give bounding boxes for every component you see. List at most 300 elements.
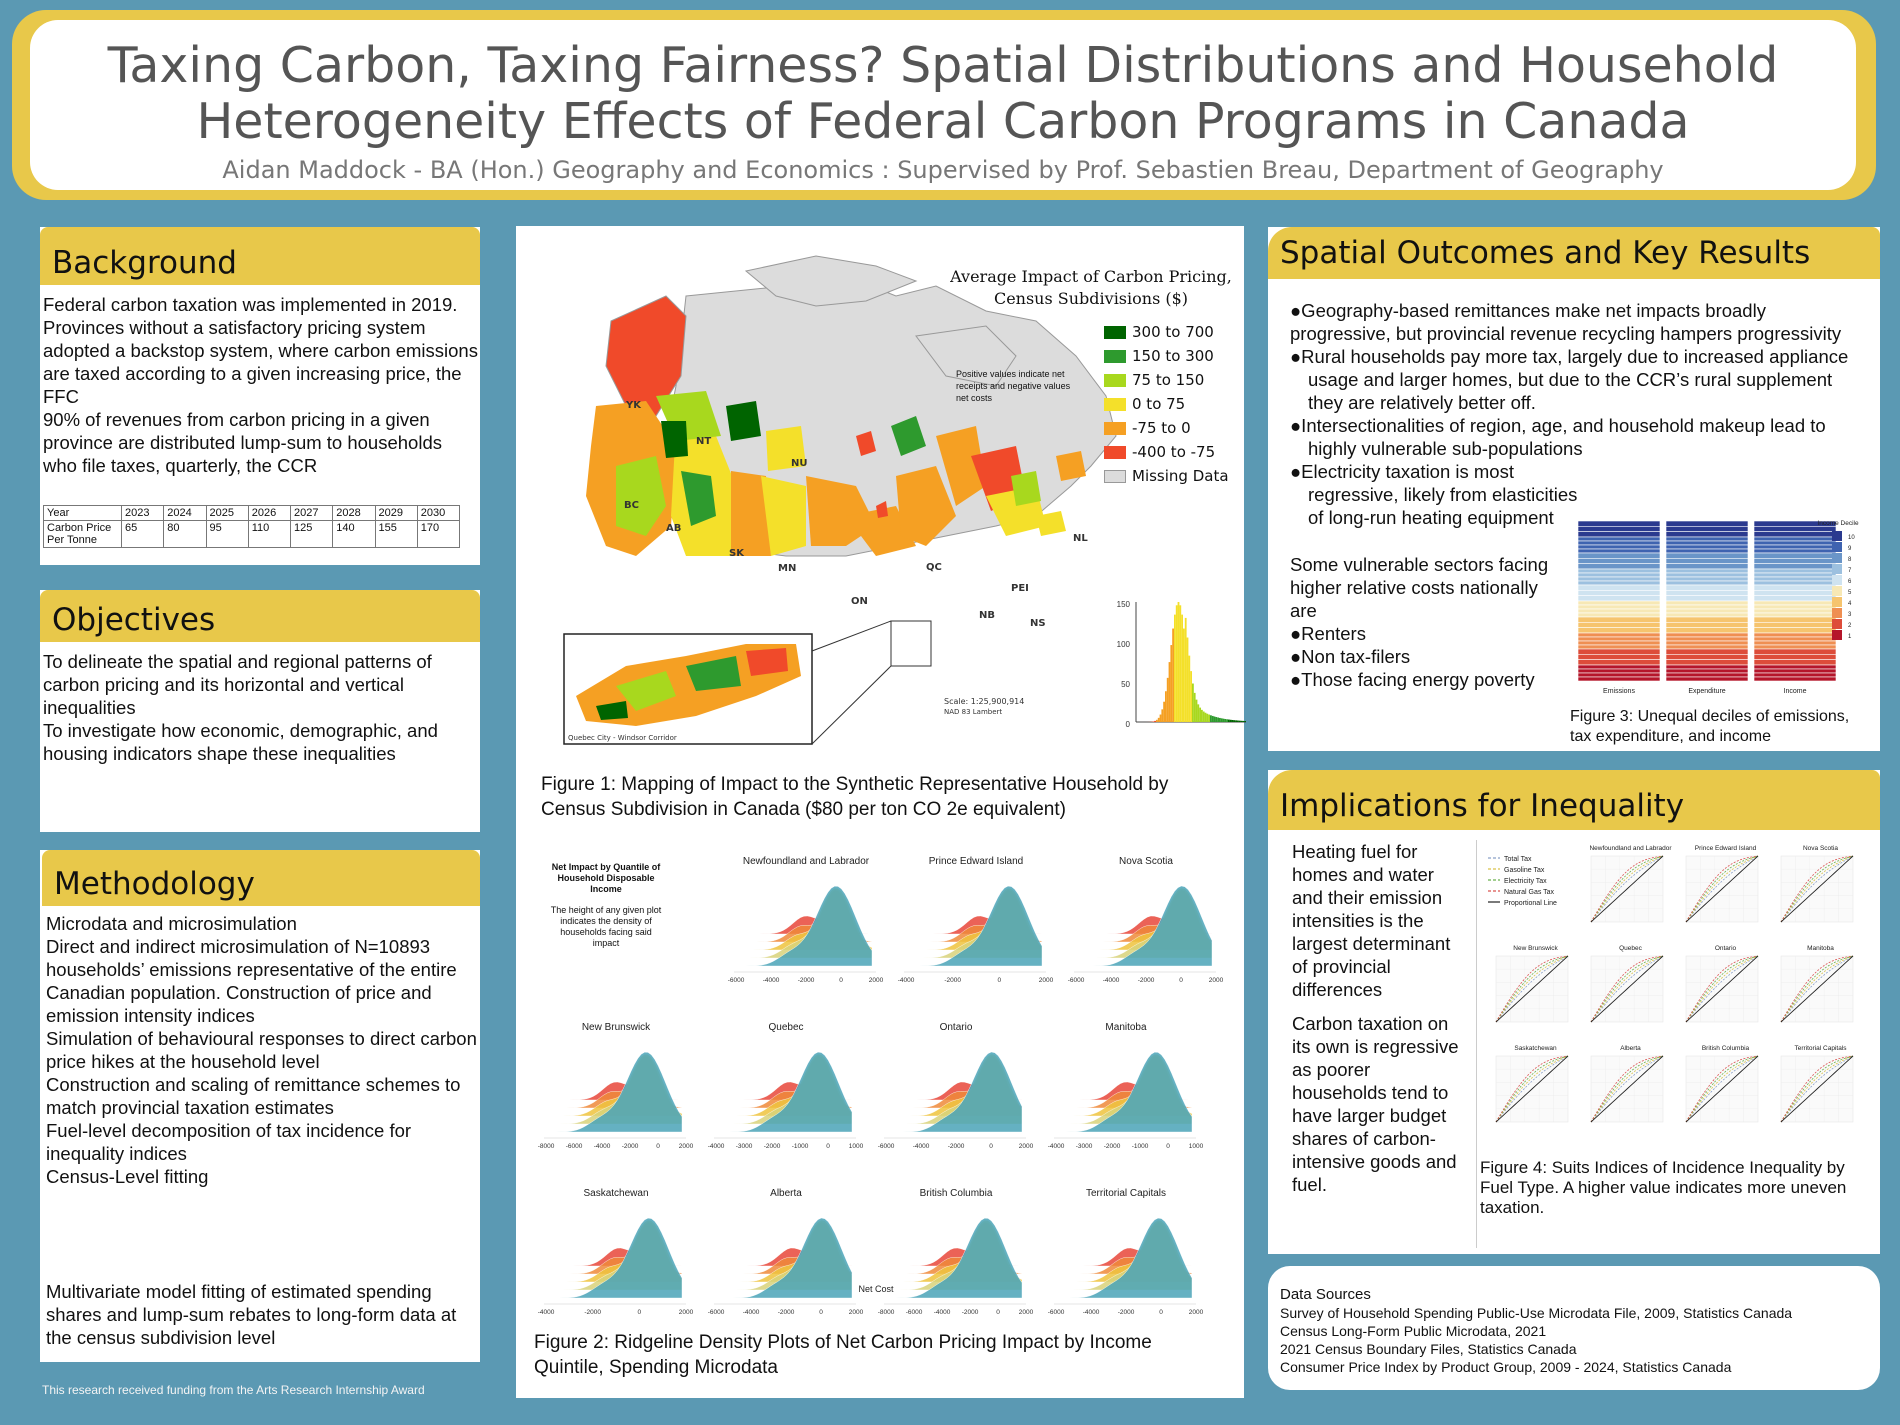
spatial-bullet-2: ●Rural households pay more tax, largely due to increased appliance usage and larger homes, but due to the CCR’s rural supplement they are relatively better off.: [1290, 346, 1849, 413]
methodology-item-1: Direct and indirect microsimulation of N=10893 households’ emissions representative of the entire Canadian population. Construction of price and emission intensity indices: [46, 936, 457, 1026]
region-label: PEI: [1011, 583, 1029, 594]
decile-cell: [1578, 564, 1660, 569]
ridgeline-tick: -2000: [797, 977, 815, 984]
decile-cell: [1754, 617, 1836, 622]
methodology-item-2: Simulation of behavioural responses to direct carbon price hikes at the household level: [46, 1028, 477, 1072]
objectives-p2: To investigate how economic, demographic, and housing indicators shape these inequalities: [43, 720, 438, 764]
decile-cell: [1666, 590, 1748, 595]
suits-panel: [1686, 1045, 1758, 1122]
table-row: [44, 521, 460, 548]
ridgeline-tick: -1000: [1131, 1143, 1149, 1150]
decile-cell: [1666, 549, 1748, 553]
hist-bar: [1190, 671, 1192, 722]
decile-cell: [1666, 622, 1748, 627]
legend-swatch: [1104, 470, 1126, 483]
ridgeline-tick: 0: [996, 1309, 1000, 1316]
decile-cell: [1754, 622, 1836, 627]
decile-cell: [1666, 526, 1748, 531]
table-cell: 2027: [291, 506, 333, 521]
hist-bar: [1181, 615, 1183, 722]
suits-panel-title: Alberta: [1620, 1045, 1641, 1052]
figure4-caption: Figure 4: Suits Indices of Incidence Inequality by Fuel Type. A higher value indicates more uneven taxation.: [1480, 1158, 1847, 1217]
suits-panel: [1781, 1045, 1853, 1122]
poster-authors: Aidan Maddock - BA (Hon.) Geography and Economics : Supervised by Prof. Sebastien Breau, Department of Geography: [222, 156, 1664, 184]
suits-panel: [1686, 945, 1758, 1022]
hist-bar: [1203, 711, 1205, 722]
decile-cell: [1666, 677, 1748, 681]
hist-bar: [1158, 718, 1160, 722]
ridgeline-panel-title: New Brunswick: [581, 1022, 651, 1033]
suits-chart-divider: [1476, 840, 1477, 1248]
map-legend-item: [1104, 443, 1229, 461]
table-label-year: Year: [44, 506, 122, 521]
hist-bar: [1194, 693, 1196, 722]
suits-legend-label: Total Tax: [1504, 856, 1532, 863]
region-label: MN: [778, 563, 797, 574]
ridgeline-tick: 0: [637, 1309, 642, 1316]
decile-column: [1578, 521, 1660, 695]
decile-cell: [1578, 677, 1660, 681]
suits-panel-title: Prince Edward Island: [1694, 845, 1757, 852]
table-cell: 2030: [417, 506, 459, 521]
suits-panel-title: Manitoba: [1807, 945, 1834, 952]
ridgeline-tick: -2000: [944, 977, 961, 984]
decile-legend-swatch: [1832, 542, 1842, 552]
decile-cell: [1578, 605, 1660, 609]
methodology-sub2: Census-Level fitting: [46, 1166, 209, 1187]
data-sources-panel: [1268, 1266, 1880, 1390]
decile-cell: [1578, 541, 1660, 545]
decile-legend-label: 9: [1848, 546, 1852, 552]
methodology-sub: Microdata and microsimulation: [46, 913, 297, 934]
map-legend-item: [1104, 419, 1229, 437]
poster-title: Taxing Carbon, Taxing Fairness? Spatial Distributions and Household Heterogeneity Effects of Federal Carbon Programs in Canada: [107, 37, 1779, 150]
decile-cell: [1578, 622, 1660, 627]
ridgeline-xlabel: Net Cost: [858, 1284, 894, 1294]
table-cell: 2029: [375, 506, 417, 521]
hist-bar: [1197, 704, 1199, 722]
decile-legend-label: 8: [1848, 557, 1852, 563]
map-scale: Scale: 1:25,900,914: [944, 697, 1025, 706]
figure3-caption: Figure 3: Unequal deciles of emissions, tax expenditure, and income: [1570, 708, 1850, 745]
hist-bar: [1235, 720, 1237, 722]
hist-bar: [1169, 662, 1171, 722]
table-cell: 2026: [248, 506, 290, 521]
data-source-item: 2021 Census Boundary Files, Statistics Canada: [1280, 1341, 1577, 1357]
decile-cell: [1578, 654, 1660, 659]
spatial-bullets: [1290, 299, 1870, 529]
decile-column-label: Emissions: [1603, 688, 1635, 695]
ridgeline-tick: 0: [819, 1309, 823, 1316]
decile-cell: [1754, 549, 1836, 553]
hist-bar: [1224, 719, 1226, 722]
table-cell: 140: [333, 521, 375, 548]
decile-cell: [1578, 590, 1660, 595]
decile-legend-label: 10: [1848, 535, 1855, 541]
hist-bar: [1215, 717, 1217, 722]
decile-cell: [1754, 596, 1836, 601]
suits-panel: [1589, 845, 1672, 922]
map-legend-item: [1104, 347, 1229, 365]
ridgeline-tick: -6000: [1067, 977, 1085, 984]
decile-legend-swatch: [1832, 586, 1842, 596]
decile-cell: [1666, 521, 1748, 526]
map-inset: [564, 621, 931, 744]
map-legend-item: [1104, 323, 1229, 341]
suits-panel: [1591, 945, 1663, 1022]
ridgeline-panel: [538, 1188, 694, 1316]
decile-cell: [1754, 532, 1836, 537]
suits-legend-label: Natural Gas Tax: [1504, 889, 1555, 896]
hist-bar: [1230, 720, 1232, 722]
hist-bar: [1244, 721, 1246, 722]
suits-panel-title: Saskatchewan: [1514, 1045, 1557, 1052]
data-sources-heading: Data Sources: [1280, 1286, 1371, 1303]
region-label: NU: [791, 458, 808, 469]
decile-legend-label: 6: [1848, 579, 1852, 585]
decile-legend-label: 2: [1848, 623, 1852, 629]
hist-bar: [1176, 605, 1178, 722]
decile-cell: [1754, 645, 1836, 649]
suits-panel-title: Ontario: [1714, 945, 1737, 952]
hist-bar: [1239, 721, 1241, 722]
decile-cell: [1578, 521, 1660, 526]
decile-cell: [1578, 613, 1660, 617]
ridgeline-tick: 0: [1166, 1143, 1170, 1150]
table-cell: 155: [375, 521, 417, 548]
objectives-heading: Objectives: [40, 590, 480, 642]
hist-bar: [1241, 721, 1243, 722]
hist-tick: 0: [1125, 720, 1130, 729]
decile-cell: [1754, 569, 1836, 573]
table-cell: 80: [164, 521, 206, 548]
table-cell: 110: [248, 521, 290, 548]
implications-heading: Implications for Inequality: [1268, 770, 1880, 830]
hist-bar: [1212, 716, 1214, 722]
hist-bar: [1187, 638, 1189, 722]
spatial-bullet-1: ●Geography-based remittances make net impacts broadly progressive, but provincial revenue recycling hampers progressivity: [1290, 300, 1842, 344]
background-p1: Federal carbon taxation was implemented in 2019. Provinces without a satisfactory pricing system adopted a backstop system, where carbon emissions are taxed according to a given increasing price, the FFC: [43, 294, 478, 407]
decile-legend-title: Income Decile: [1817, 520, 1859, 527]
decile-cell: [1578, 633, 1660, 637]
background-text: [43, 293, 479, 477]
decile-cell: [1666, 553, 1748, 558]
decile-cell: [1578, 596, 1660, 601]
decile-cell: [1754, 601, 1836, 605]
decile-legend-swatch: [1832, 619, 1842, 629]
legend-label: Missing Data: [1132, 467, 1229, 485]
ridgeline-tick: -2000: [1103, 1143, 1121, 1150]
methodology-item-4: Fuel-level decomposition of tax incidence for inequality indices: [46, 1120, 412, 1164]
ridgeline-tick: 2000: [868, 977, 884, 984]
hist-bar: [1206, 714, 1208, 722]
ridgeline-tick: -2000: [961, 1309, 979, 1316]
suits-panel: [1686, 845, 1758, 922]
suits-panel-title: Territorial Capitals: [1794, 1045, 1847, 1052]
decile-legend-swatch: [1832, 575, 1842, 585]
region-label: YK: [626, 400, 641, 411]
decile-cell: [1666, 585, 1748, 590]
decile-cell: [1578, 537, 1660, 541]
ridgeline-panel: [878, 1022, 1034, 1150]
decile-cell: [1578, 609, 1660, 613]
decile-cell: [1666, 628, 1748, 633]
ridgeline-tick: 2000: [1018, 1143, 1034, 1150]
decile-cell: [1754, 628, 1836, 633]
data-source-item: Survey of Household Spending Public-Use Microdata File, 2009, Statistics Canada: [1280, 1305, 1793, 1321]
table-row: [44, 506, 460, 521]
legend-label: 300 to 700: [1132, 323, 1214, 341]
methodology-item-3: Construction and scaling of remittance schemes to match provincial taxation estimates: [46, 1074, 461, 1118]
ridgeline-tick: 0: [1179, 977, 1183, 984]
decile-cell: [1578, 569, 1660, 573]
decile-cell: [1754, 633, 1836, 637]
legend-label: -75 to 0: [1132, 419, 1191, 437]
suits-panel: [1781, 945, 1853, 1022]
ridgeline-tick: -6000: [565, 1143, 583, 1150]
ridgeline-tick: -4000: [742, 1309, 760, 1316]
hist-bar: [1174, 615, 1176, 722]
decile-cell: [1666, 581, 1748, 585]
decile-cell: [1578, 585, 1660, 590]
region-label: AB: [666, 523, 682, 534]
decile-cell: [1754, 665, 1836, 669]
decile-cell: [1666, 573, 1748, 577]
hist-bar: [1160, 715, 1162, 722]
decile-legend-swatch: [1832, 597, 1842, 607]
decile-column-label: Income: [1783, 688, 1807, 695]
hist-bar: [1165, 691, 1167, 722]
decile-cell: [1666, 673, 1748, 677]
hist-tick: 100: [1116, 640, 1130, 649]
decile-cell: [1754, 641, 1836, 645]
decile-cell: [1666, 601, 1748, 605]
suits-legend-label: Gasoline Tax: [1504, 867, 1545, 874]
decile-cell: [1666, 532, 1748, 537]
decile-cell: [1578, 645, 1660, 649]
ridgeline-panel-title: Alberta: [770, 1188, 802, 1199]
decile-cell: [1578, 577, 1660, 581]
hist-bar: [1178, 602, 1180, 722]
spatial-heading: Spatial Outcomes and Key Results: [1268, 227, 1880, 279]
ridgeline-tick: -4000: [1082, 1309, 1100, 1316]
hist-bar: [1192, 684, 1194, 722]
objectives-panel: [40, 590, 480, 832]
ridgeline-tick: -6000: [727, 977, 745, 984]
ridgeline-tick: 2000: [1188, 1309, 1204, 1316]
table-label-price: Carbon Price Per Tonne: [44, 521, 122, 548]
hist-bar: [1228, 720, 1230, 722]
background-p2: 90% of revenues from carbon pricing in a given province are distributed lump-sum to households who file taxes, quarterly, the CCR: [43, 409, 442, 476]
decile-cell: [1578, 581, 1660, 585]
decile-cell: [1578, 649, 1660, 654]
map-legend-item: [1104, 395, 1229, 413]
ridgeline-panel-title: Quebec: [768, 1022, 804, 1033]
hist-bar: [1226, 719, 1228, 722]
hist-bar: [1188, 656, 1190, 722]
suits-panel: [1591, 1045, 1663, 1122]
legend-swatch: [1104, 326, 1126, 339]
suits-panel-title: New Brunswick: [1513, 945, 1558, 952]
suits-panel-title: Quebec: [1619, 945, 1642, 952]
legend-swatch: [1104, 398, 1126, 411]
hist-tick: 50: [1121, 680, 1130, 689]
objectives-p1: To delineate the spatial and regional patterns of carbon pricing and its horizontal and vertical inequalities: [43, 651, 432, 718]
decile-cell: [1754, 660, 1836, 665]
ridgeline-tick: -1000: [791, 1143, 809, 1150]
decile-cell: [1666, 558, 1748, 563]
ridgeline-tick: -2000: [1137, 977, 1155, 984]
hist-bar: [1161, 709, 1163, 722]
vulnerable-item: ●Those facing energy poverty: [1290, 669, 1535, 690]
decile-cell: [1754, 590, 1836, 595]
decile-cell: [1578, 545, 1660, 549]
decile-cell: [1754, 649, 1836, 654]
decile-cell: [1666, 613, 1748, 617]
decile-cell: [1754, 577, 1836, 581]
decile-cell: [1754, 553, 1836, 558]
ridgeline-tick: -4000: [593, 1143, 611, 1150]
decile-legend-label: 7: [1848, 568, 1852, 574]
suits-panel-title: Newfoundland and Labrador: [1589, 845, 1672, 852]
decile-cell: [1666, 645, 1748, 649]
vulnerable-intro: Some vulnerable sectors facing higher relative costs nationally are: [1290, 554, 1549, 621]
ridgeline-tick: -4000: [912, 1143, 930, 1150]
table-cell: 125: [291, 521, 333, 548]
ridgeline-tick: 2000: [678, 1309, 694, 1316]
ridgeline-tick: -8000: [537, 1143, 555, 1150]
map-datum: NAD 83 Lambert: [944, 708, 1003, 716]
hist-bar: [1199, 708, 1201, 722]
table-cell: 170: [417, 521, 459, 548]
region-label: QC: [926, 562, 942, 573]
decile-cell: [1754, 526, 1836, 531]
ridgeline-tick: 2000: [848, 1309, 864, 1316]
decile-cell: [1666, 569, 1748, 573]
ridgeline-tick: -4000: [933, 1309, 951, 1316]
decile-column-label: Expenditure: [1688, 688, 1726, 695]
decile-cell: [1754, 613, 1836, 617]
ridgeline-tick: -2000: [763, 1143, 781, 1150]
ridgeline-tick: -8000: [877, 1309, 895, 1316]
decile-cell: [1666, 609, 1748, 613]
ridgeline-tick: 1000: [1188, 1143, 1204, 1150]
decile-column: [1666, 521, 1748, 695]
ridgeline-panel: [878, 1188, 1034, 1316]
decile-cell: [1578, 532, 1660, 537]
ridgeline-tick: -4000: [897, 977, 915, 984]
region-label: NL: [1073, 533, 1088, 544]
map-histogram: [1117, 600, 1246, 729]
decile-cell: [1666, 637, 1748, 641]
hist-bar: [1179, 605, 1181, 722]
hist-bar: [1185, 618, 1187, 722]
decile-cell: [1754, 541, 1836, 545]
hist-bar: [1219, 718, 1221, 722]
decile-cell: [1666, 564, 1748, 569]
methodology-panel: [40, 850, 480, 1362]
ridgeline-tick: 0: [656, 1143, 660, 1150]
suits-chart: [1478, 840, 1878, 1140]
ridgeline-tick: 1000: [848, 1143, 864, 1150]
ridgeline-panel: [708, 1188, 864, 1316]
suits-panel: [1781, 845, 1853, 922]
decile-legend-swatch: [1832, 553, 1842, 563]
methodology-last: Multivariate model fitting of estimated spending shares and lump-sum rebates to long-form data at the census subdivision level: [46, 1281, 457, 1348]
legend-label: 0 to 75: [1132, 395, 1186, 413]
hist-bar: [1163, 702, 1165, 722]
decile-cell: [1578, 641, 1660, 645]
ridgeline-tick: -6000: [905, 1309, 923, 1316]
ridgeline-tick: -4000: [537, 1309, 555, 1316]
map-title-line1: Average Impact of Carbon Pricing,: [950, 267, 1232, 286]
ridgeline-tick: 0: [989, 1143, 993, 1150]
ridgeline-legend-note: The height of any given plot indicates the density of households facing said impact: [550, 905, 662, 948]
ridgeline-chart: [516, 846, 1244, 1316]
ridgeline-panel-title: Prince Edward Island: [928, 856, 1024, 867]
decile-cell: [1666, 633, 1748, 637]
decile-legend-swatch: [1832, 608, 1842, 618]
decile-cell: [1666, 537, 1748, 541]
hist-bar: [1217, 718, 1219, 722]
decile-cell: [1754, 669, 1836, 673]
decile-cell: [1754, 609, 1836, 613]
spatial-bullet-3: ●Intersectionalities of region, age, and household makeup lead to highly vulnerable sub-populations: [1290, 415, 1826, 459]
decile-cell: [1666, 596, 1748, 601]
inset-label: Quebec City - Windsor Corridor: [568, 734, 677, 742]
objectives-text: [43, 650, 479, 765]
decile-cell: [1578, 573, 1660, 577]
decile-cell: [1754, 605, 1836, 609]
decile-legend-swatch: [1832, 531, 1842, 541]
ridgeline-tick: 0: [997, 977, 1002, 984]
decile-cell: [1666, 541, 1748, 545]
table-cell: 2028: [333, 506, 375, 521]
ridgeline-tick: -2000: [621, 1143, 639, 1150]
hist-bar: [1233, 720, 1235, 722]
implications-p2: Carbon taxation on its own is regressive as poorer households tend to have larger budget shares of carbon-intensive goods and fuel.: [1292, 1013, 1459, 1195]
hist-bar: [1154, 721, 1156, 722]
ridgeline-tick: 2000: [1018, 1309, 1034, 1316]
decile-cell: [1578, 628, 1660, 633]
ridgeline-tick: -2000: [1117, 1309, 1135, 1316]
ridgeline-panel-title: Ontario: [939, 1022, 973, 1033]
decile-cell: [1754, 564, 1836, 569]
map-legend-item: [1104, 467, 1229, 485]
table-cell: 65: [122, 521, 164, 548]
hist-bar: [1172, 629, 1174, 722]
spatial-bullet-4: ●Electricity taxation is most regressive, likely from elasticities of long-run heating equipment: [1290, 461, 1578, 528]
hist-bar: [1208, 715, 1210, 722]
hist-bar: [1152, 721, 1154, 722]
ridgeline-panel: [1048, 1188, 1204, 1316]
decile-cell: [1666, 617, 1748, 622]
legend-label: -400 to -75: [1132, 443, 1216, 461]
ridgeline-tick: 0: [1159, 1309, 1163, 1316]
suits-legend-label: Proportional Line: [1504, 900, 1557, 907]
ridgeline-tick: -6000: [1047, 1309, 1065, 1316]
decile-legend-label: 3: [1848, 612, 1852, 618]
hist-bar: [1205, 713, 1207, 722]
ridgeline-tick: -2000: [584, 1309, 601, 1316]
ridgeline-tick: -2000: [947, 1143, 965, 1150]
suits-legend-label: Electricity Tax: [1504, 878, 1547, 885]
vulnerable-item: ●Renters: [1290, 623, 1366, 644]
ridgeline-panel-title: Saskatchewan: [583, 1188, 649, 1199]
region-label: NB: [979, 610, 995, 621]
map-title: [946, 266, 1236, 310]
implications-panel: [1268, 770, 1880, 1254]
